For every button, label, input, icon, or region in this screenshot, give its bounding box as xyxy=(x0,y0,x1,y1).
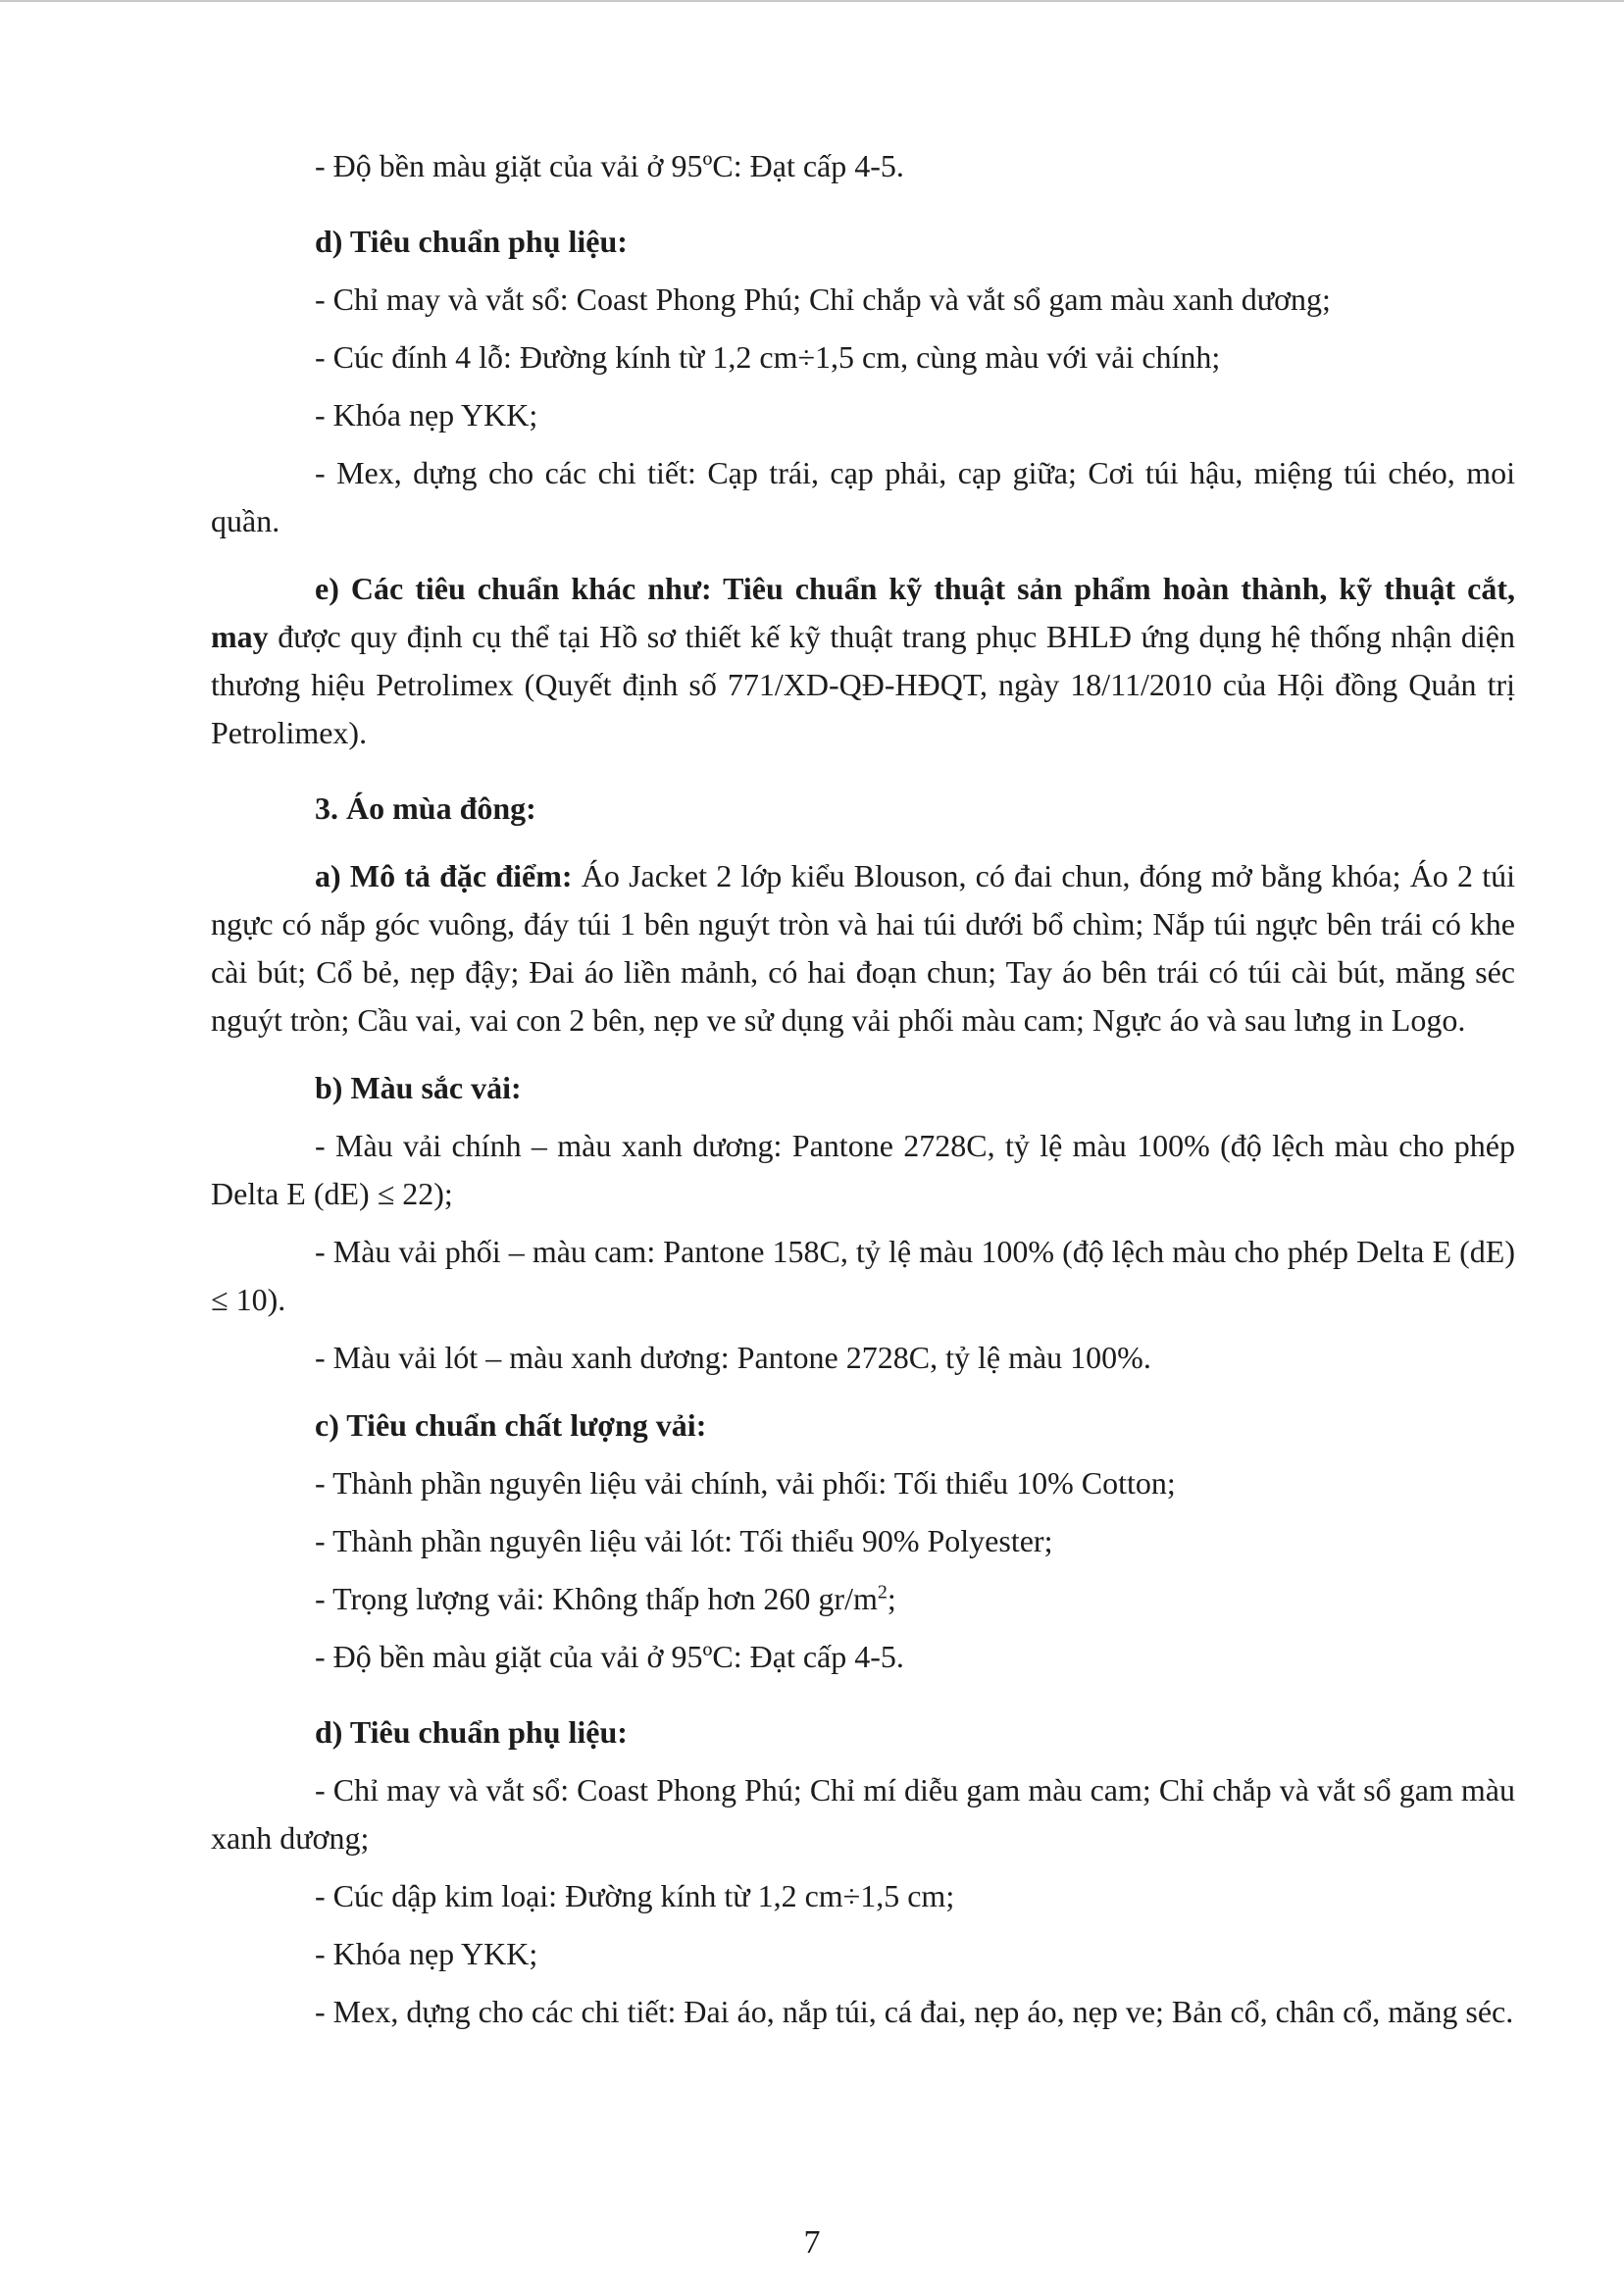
item-thread-trousers: - Chỉ may và vắt sổ: Coast Phong Phú; Chỉ chắp và vắt sổ gam màu xanh dương; xyxy=(315,281,1331,317)
item-main-fabric-color: - Màu vải chính – màu xanh dương: Pantone 2728C, tỷ lệ màu 100% (độ lệch màu cho phép Delta E (dE) ≤ 22); xyxy=(211,1128,1515,1211)
fabric-weight-text: - Trọng lượng vải: Không thấp hơn 260 gr/m xyxy=(315,1581,878,1616)
fabric-weight-exponent: 2 xyxy=(877,1581,888,1604)
item-buttons-jacket: - Cúc dập kim loại: Đường kính từ 1,2 cm÷1,5 cm; xyxy=(315,1878,955,1913)
heading-accessories-jacket: d) Tiêu chuẩn phụ liệu: xyxy=(315,1714,628,1750)
item-interlining-jacket: - Mex, dựng cho các chi tiết: Đai áo, nắp túi, cá đai, nẹp áo, nẹp ve; Bản cổ, chân cổ, măng séc. xyxy=(315,1994,1514,2029)
item-interlining-trousers: - Mex, dựng cho các chi tiết: Cạp trái, cạp phải, cạp giữa; Cơi túi hậu, miệng túi chéo, moi quần. xyxy=(211,455,1515,538)
other-standards-text: được quy định cụ thể tại Hồ sơ thiết kế kỹ thuật trang phục BHLĐ ứng dụng hệ thống nhận diện thương hiệu Petrolimex (Quyết định số 771/XD-QĐ-HĐQT, ngày 18/11/2010 của Hội đồng Quản trị Petrolimex). xyxy=(211,619,1515,750)
heading-accessories-trousers: d) Tiêu chuẩn phụ liệu: xyxy=(315,224,628,259)
item-color-fastness-jacket: - Độ bền màu giặt của vải ở 95ºC: Đạt cấp 4-5. xyxy=(315,1639,904,1674)
document-body xyxy=(211,142,1515,2036)
item-main-fabric-composition: - Thành phần nguyên liệu vải chính, vải phối: Tối thiểu 10% Cotton; xyxy=(315,1465,1176,1501)
item-color-fastness-trousers: - Độ bền màu giặt của vải ở 95ºC: Đạt cấp 4-5. xyxy=(315,148,904,183)
page-number: 7 xyxy=(803,2224,821,2261)
item-lining-fabric-color: - Màu vải lót – màu xanh dương: Pantone 2728C, tỷ lệ màu 100%. xyxy=(315,1340,1151,1375)
item-accent-fabric-color: - Màu vải phối – màu cam: Pantone 158C, tỷ lệ màu 100% (độ lệch màu cho phép Delta E (dE) ≤ 10). xyxy=(211,1234,1515,1317)
paragraph-jacket-description xyxy=(211,852,1515,1044)
description-lead: a) Mô tả đặc điểm: xyxy=(315,858,573,893)
item-thread-jacket: - Chỉ may và vắt sổ: Coast Phong Phú; Chỉ mí diễu gam màu cam; Chỉ chắp và vắt sổ gam màu xanh dương; xyxy=(211,1772,1515,1856)
section-heading-winter-jacket: 3. Áo mùa đông: xyxy=(315,790,536,826)
item-lining-composition: - Thành phần nguyên liệu vải lót: Tối thiểu 90% Polyester; xyxy=(315,1523,1053,1558)
heading-fabric-quality: c) Tiêu chuẩn chất lượng vải: xyxy=(315,1407,707,1443)
item-fabric-weight xyxy=(211,1575,1515,1623)
scan-top-edge xyxy=(0,0,1624,2)
fabric-weight-end: ; xyxy=(887,1581,896,1616)
heading-fabric-colors: b) Màu sắc vải: xyxy=(315,1070,522,1105)
item-buttons-trousers: - Cúc đính 4 lỗ: Đường kính từ 1,2 cm÷1,5 cm, cùng màu với vải chính; xyxy=(315,339,1221,375)
description-text: Áo Jacket 2 lớp kiểu Blouson, có đai chun, đóng mở bằng khóa; Áo 2 túi ngực có nắp góc vuông, đáy túi 1 bên nguýt tròn và hai túi dưới bổ chìm; Nắp túi ngực bên trái có khe cài bút; Cổ bẻ, nẹp đậy; Đai áo liền mảnh, có hai đoạn chun; Tay áo bên trái có túi cài bút, măng séc nguýt tròn; Cầu vai, vai con 2 bên, nẹp ve sử dụng vải phối màu cam; Ngực áo và sau lưng in Logo. xyxy=(211,858,1516,1038)
paragraph-other-standards xyxy=(211,565,1515,757)
item-zipper-trousers: - Khóa nẹp YKK; xyxy=(315,397,538,433)
other-standards-lead: e) Các tiêu chuẩn khác như: Tiêu chuẩn kỹ thuật sản phẩm hoàn thành, kỹ thuật cắt, may xyxy=(211,571,1515,654)
item-zipper-jacket: - Khóa nẹp YKK; xyxy=(315,1936,538,1971)
